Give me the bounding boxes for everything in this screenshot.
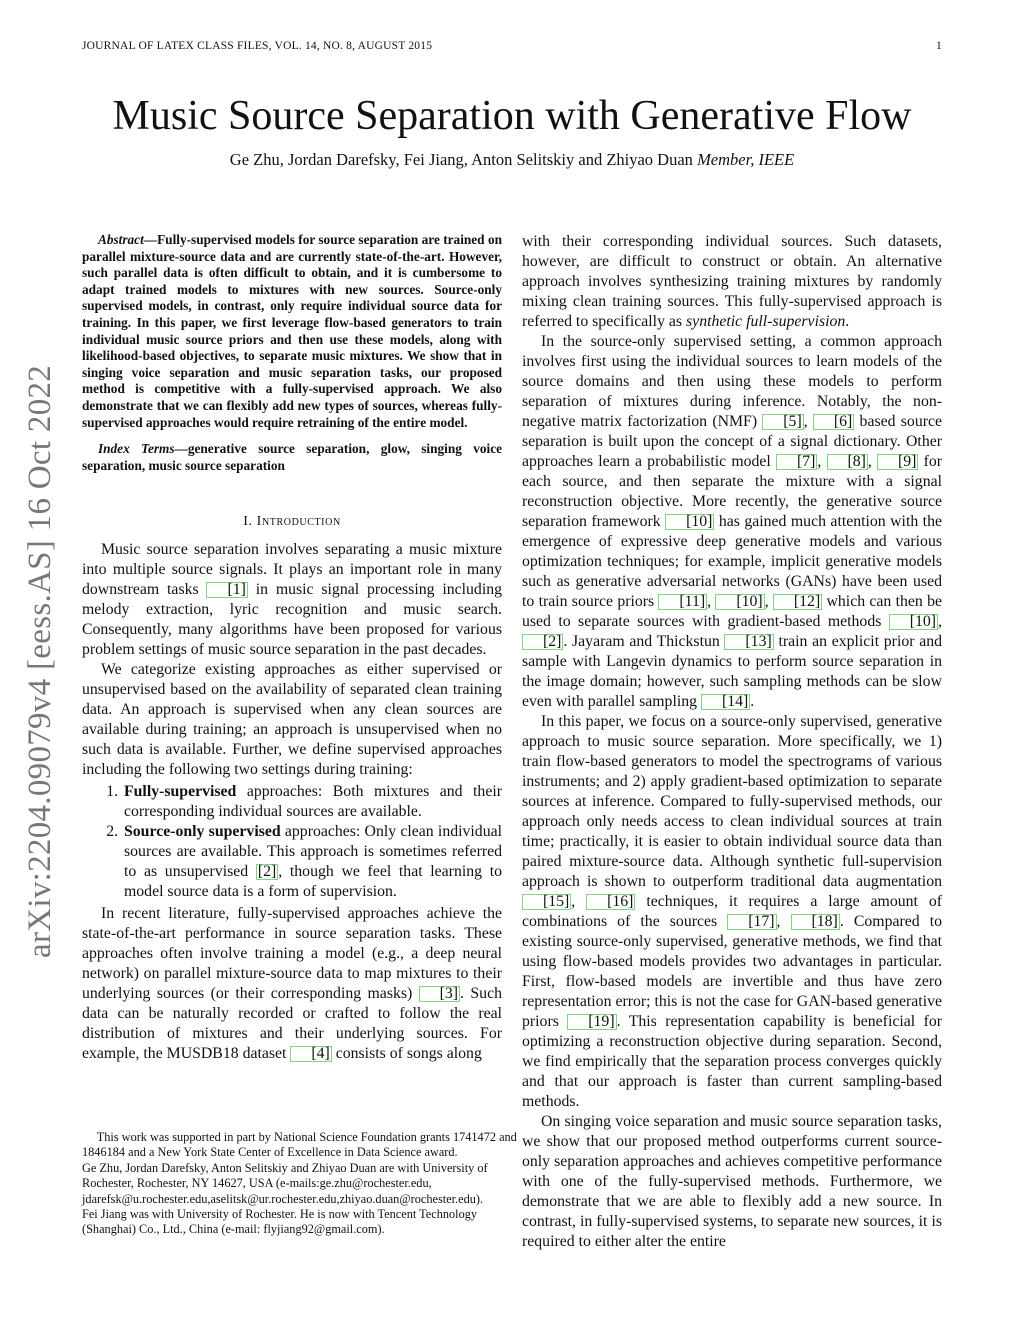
- index-terms: [82, 441, 502, 474]
- intro-paragraph-2: We categorize existing approaches as either supervised or unsupervised based on the availability of separated clean training data. An approach is supervised when any clean sources are available during training; an approach is unsupervised when no such data is available. Further, we define supervised approaches including the following two settings during training:: [82, 661, 502, 779]
- page-number: 1: [936, 40, 942, 52]
- text-run: . Such data can be naturally recorded or crafted to follow the real distribution of mixtures and their underlying sources. For example, the MUSDB18 dataset: [82, 985, 502, 1063]
- text-run: .: [845, 313, 850, 330]
- text-run: has gained much attention with the emergence of expressive deep generative models and various optimization techniques; for example, implicit generative models such as generative adversarial networks (GANs) have been used to train source priors: [522, 513, 942, 610]
- text-run: approaches: Only clean individual sources are available. This approach is sometimes referred to as unsupervised: [124, 823, 502, 881]
- author-names: Ge Zhu, Jordan Darefsky, Fei Jiang, Anton Selitskiy and Zhiyao Duan: [229, 150, 693, 169]
- text-run: techniques, it requires a large amount of combinations of the sources: [522, 893, 942, 930]
- left-column: [82, 232, 502, 1064]
- right-paragraph-4: On singing voice separation and music source separation tasks, we show that our proposed method outperforms current source-only separation approaches and achieves competitive performance with one of the fully-supervised methods. Furthermore, we demonstrate that we are able to flexibly add a new source. In contrast, in fully-supervised systems, to separate new sources, it is required to either alter the entire: [522, 1113, 942, 1250]
- citation-link[interactable]: [13]: [724, 634, 773, 650]
- citation-link[interactable]: [15]: [522, 894, 571, 910]
- text-run: train an explicit prior and sample with Langevin dynamics to perform source separation in the image domain; however, such sampling methods can be slow even with parallel sampling: [522, 633, 943, 710]
- text-run: ,: [803, 413, 813, 430]
- right-paragraph-1: [522, 232, 942, 332]
- intro-paragraph-1: [82, 540, 502, 660]
- index-terms-text: —generative source separation, glow, singing voice separation, music source separation: [82, 441, 502, 473]
- text-run: approaches: Both mixtures and their corresponding individual sources are available.: [124, 783, 502, 821]
- text-run: ,: [817, 453, 827, 470]
- paper-title: Music Source Separation with Generative Flow: [112, 93, 912, 139]
- citation-link[interactable]: [11]: [658, 594, 707, 610]
- intro-paragraph-3: [82, 904, 502, 1064]
- abstract-lead: Abstract: [97, 232, 144, 247]
- citation-link[interactable]: [6]: [813, 414, 854, 430]
- citation-link[interactable]: [14]: [701, 694, 750, 710]
- list-item-fully-supervised: [122, 782, 502, 822]
- citation-link[interactable]: [2]: [257, 863, 277, 881]
- arxiv-stamp: arXiv:2204.09079v4 [eess.AS] 16 Oct 2022: [22, 364, 58, 958]
- citation-link[interactable]: [7]: [776, 454, 817, 470]
- abstract-text: —Fully-supervised models for source separation are trained on parallel mixture-source data and are currently state-of-the-art. However, such parallel data is often difficult to obtain, and it is cumbersome to adapt trained models to mixtures with new sources. Source-only supervised models, in contrast, only require individual source data for training. In this paper, we first leverage flow-based generators to train individual music source priors and then use these models, along with likelihood-based objectives, to separate music mixtures. We show that in singing voice separation and music separation tasks, our proposed method is competitive with a fully-supervised approach. We also demonstrate that we can flexibly add new types of sources, whereas fully-supervised approaches would require retraining of the entire model.: [82, 232, 502, 430]
- citation-link[interactable]: [16]: [586, 894, 635, 910]
- citation-link[interactable]: [8]: [827, 454, 868, 470]
- author-membership: Member, IEEE: [697, 150, 795, 169]
- term-bold: Fully-supervised: [124, 783, 237, 801]
- text-run: for each source, and then separate the mixture with a signal reconstruction objective. More recently, the generative source separation framework: [522, 453, 942, 530]
- citation-link[interactable]: [4]: [290, 1046, 331, 1062]
- section-heading-introduction: I. Introduction: [243, 514, 341, 530]
- term-bold: Source-only supervised: [124, 823, 281, 841]
- running-header: [82, 40, 942, 52]
- text-run: In the source-only supervised setting, a common approach involves first using the individual sources to learn models of the source domains and then using these models to perform separation of mixtures during inference. Notably, the non-negative matrix factorization (NMF): [522, 333, 942, 430]
- right-column: [522, 232, 942, 1252]
- footnote: [82, 1130, 522, 1238]
- text-run: In recent literature, fully-supervised approaches achieve the state-of-the-art performance in source separation tasks. These approaches often involve training a model (e.g., a deep neural network) on parallel mixture-source data to map mixtures to their underlying sources (or their corresponding masks): [82, 905, 502, 1003]
- footnote-affiliations: Ge Zhu, Jordan Darefsky, Anton Selitskiy and Zhiyao Duan are with University of Rochester, Rochester, NY 14627, USA (e-mails:ge.zhu@rochester.edu, jdarefsk@u.rochester.edu,aselitsk@ur.rochester.edu,zhiyao.duan@rochester.edu).: [82, 1160, 488, 1206]
- citation-link[interactable]: [2]: [522, 634, 563, 650]
- citation-link[interactable]: [12]: [773, 594, 822, 610]
- citation-link[interactable]: [17]: [727, 914, 776, 930]
- text-run: . This representation capability is beneficial for optimizing a reconstruction objective during separation. Second, we find empirically that the separation process converges quickly and that our approach is faster than current sampling-based methods.: [522, 1013, 942, 1110]
- citation-link[interactable]: [10]: [665, 514, 714, 530]
- text-run: ,: [938, 613, 942, 630]
- text-run: based source separation is built upon the concept of a signal dictionary. Other approaches learn a probabilistic model: [522, 413, 942, 470]
- index-terms-lead: Index Terms: [97, 441, 175, 457]
- citation-link[interactable]: [18]: [791, 914, 840, 930]
- footnote-funding: This work was supported in part by National Science Foundation grants 1741472 and 1846184 and a New York State Center of Excellence in Data Science award.: [82, 1130, 517, 1160]
- text-run: in music signal processing including melody extraction, lyric recognition and music search. Consequently, many algorithms have been proposed for various problem settings of music source separation in the past decades.: [82, 581, 503, 659]
- text-run: consists of songs along: [331, 1045, 482, 1063]
- text-run: . Jayaram and Thickstun: [563, 633, 725, 650]
- text-run: In this paper, we focus on a source-only supervised, generative approach to music source separation. More specifically, we 1) train flow-based generators to model the spectrograms of various instruments; and 2) apply gradient-based optimization to separate sources at inference. Compared to fully-supervised methods, our approach only needs access to clean individual sources at train time; practically, it is easier to obtain individual source data than paired mixture-source data. Although synthetic full-supervision approach is shown to outperform traditional data augmentation: [522, 713, 942, 890]
- abstract: [82, 232, 502, 431]
- emphasis: synthetic full-supervision: [686, 313, 846, 330]
- citation-link[interactable]: [5]: [762, 414, 803, 430]
- right-paragraph-3: [522, 712, 942, 1112]
- text-run: . Compared to existing source-only supervised, generative methods, we find that using flow-based models provides two advantages in particular. First, flow-based models are invertible and thus have zero representation error; this is not the case for GAN-based generative priors: [522, 913, 943, 1030]
- citation-link[interactable]: [10]: [889, 614, 938, 630]
- text-run: ,: [571, 893, 587, 910]
- settings-list: [82, 782, 502, 902]
- journal-name: JOURNAL OF LATEX CLASS FILES, VOL. 14, NO. 8, AUGUST 2015: [82, 40, 433, 52]
- text-run: , though we feel that learning to model source data is a form of supervision.: [124, 863, 502, 901]
- text-run: ,: [707, 593, 716, 610]
- author-list: [0, 150, 1024, 170]
- text-run: .: [750, 693, 755, 710]
- list-item-source-only: [122, 822, 502, 902]
- text-run: with their corresponding individual sources. Such datasets, however, are difficult to construct or obtain. An alternative approach involves synthesizing training mixtures by randomly mixing clean training sources. This fully-supervised approach is referred to specifically as: [522, 233, 942, 330]
- text-run: Music source separation involves separating a music mixture into multiple source signals. It plays an important role in many downstream tasks: [82, 541, 502, 599]
- footnote-fei-jiang: Fei Jiang was with University of Rochester. He is now with Tencent Technology (Shanghai) Co., Ltd., China (e-mail: flyjiang92@gmail.com).: [82, 1207, 478, 1237]
- citation-link[interactable]: [10]: [715, 594, 764, 610]
- text-run: ,: [867, 453, 878, 470]
- text-run: ,: [776, 913, 791, 930]
- citation-link[interactable]: [9]: [877, 454, 918, 470]
- text-run: which can then be used to separate sources with gradient-based methods: [522, 593, 942, 630]
- citation-link[interactable]: [3]: [419, 986, 460, 1002]
- right-paragraph-2: [522, 332, 942, 712]
- citation-link[interactable]: [19]: [567, 1014, 616, 1030]
- text-run: ,: [764, 593, 773, 610]
- citation-link[interactable]: [1]: [206, 582, 247, 598]
